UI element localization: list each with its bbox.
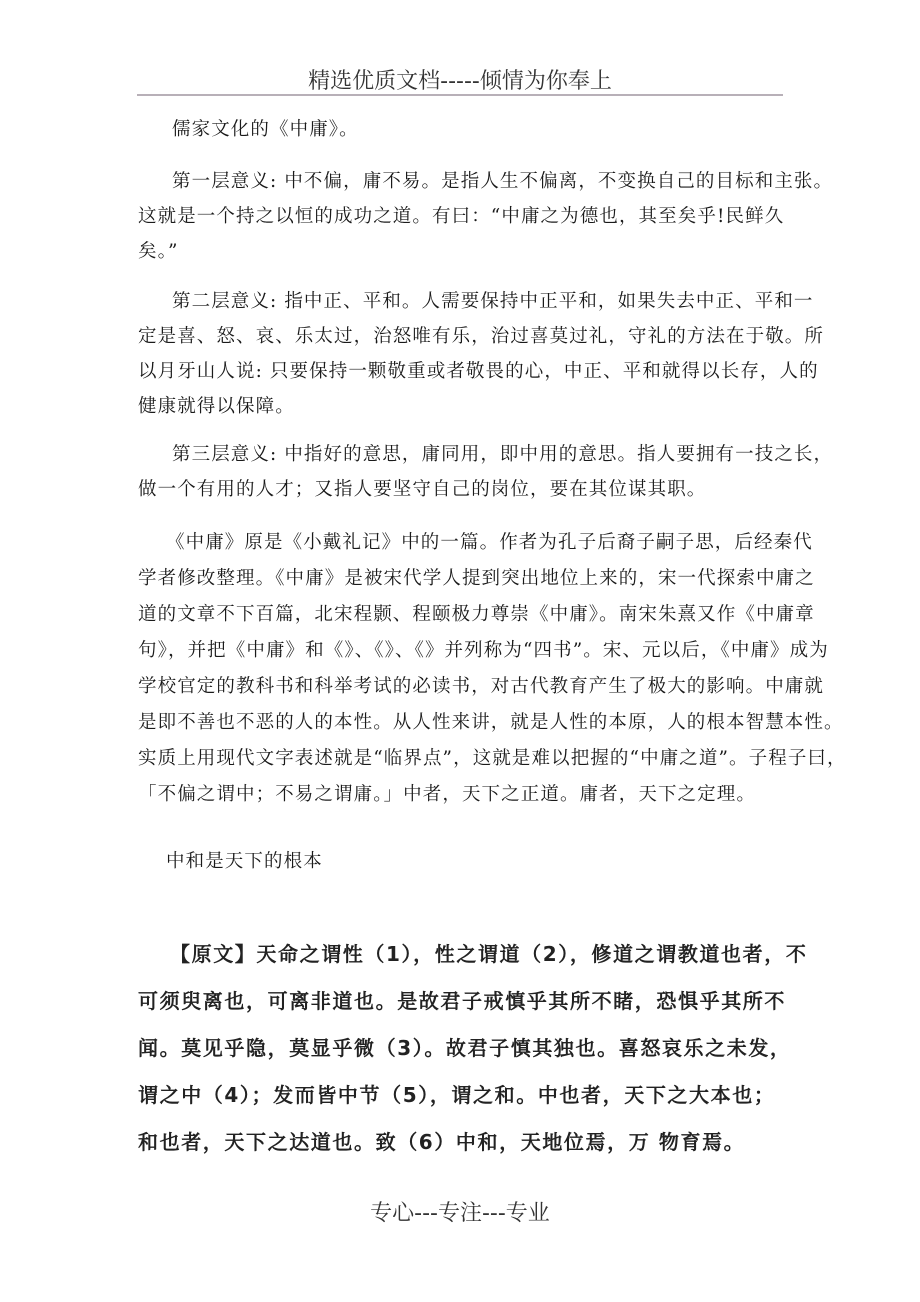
text-line: 「不偏之谓中；不易之谓庸。」中者，天下之正道。庸者，天下之定理。 xyxy=(138,784,756,805)
text-line: 这就是一个持之以恒的成功之道。有曰：“中庸之为德也，其至矣乎!民鲜久 xyxy=(138,206,785,227)
text-line: 【原文】天命之谓性（1），性之谓道（2），修道之谓教道也者，不 xyxy=(170,942,808,966)
doc-title: 儒家文化的《中庸》。 xyxy=(172,119,359,140)
text-line: 矣。” xyxy=(138,241,179,262)
text-line: 可须臾离也，可离非道也。是故君子戒慎乎其所不睹，恐惧乎其所不 xyxy=(138,989,786,1013)
page-header: 精选优质文档-----倾情为你奉上 xyxy=(308,69,612,94)
text-line: 句》，并把《中庸》和《》、《》、《》并列称为“四书”。宋、元以后，《中庸》成为 xyxy=(138,640,829,661)
text-line: 第二层意义: 指中正、平和。人需要保持中正平和，如果失去中正、平和一 xyxy=(172,291,814,312)
text-line: 《中庸》原是《小戴礼记》中的一篇。作者为孔子后裔子嗣子思，后经秦代 xyxy=(166,532,813,553)
text-line: 实质上用现代文字表述就是“临界点”，这就是难以把握的“中庸之道”。子程子曰， xyxy=(138,748,847,769)
subheading: 中和是天下的根本 xyxy=(166,851,323,872)
page-footer: 专心---专注---专业 xyxy=(370,1201,550,1226)
header-divider xyxy=(137,94,783,96)
text-line: 和也者，天下之达道也。致（6）中和，天地位焉，万 物育焉。 xyxy=(138,1130,746,1154)
text-line: 是即不善也不恶的人的本性。从人性来讲，就是人性的本原，人的根本智慧本性。 xyxy=(138,712,844,733)
text-line: 闻。莫见乎隐，莫显乎微（3）。故君子慎其独也。喜怒哀乐之未发， xyxy=(138,1036,792,1060)
text-line: 谓之中（4）；发而皆中节（5），谓之和。中也者，天下之大本也； xyxy=(138,1083,776,1107)
text-line: 定是喜、怒、哀、乐太过，治怒唯有乐，治过喜莫过礼，守礼的方法在于敬。所 xyxy=(138,326,825,347)
text-line: 以月牙山人说: 只要保持一颗敬重或者敬畏的心，中正、平和就得以长存，人的 xyxy=(138,361,819,382)
text-line: 第三层意义: 中指好的意思，庸同用，即中用的意思。指人要拥有一技之长， xyxy=(172,444,834,465)
text-line: 道的文章不下百篇，北宋程颢、程颐极力尊崇《中庸》。南宋朱熹又作《中庸章 xyxy=(138,604,815,625)
text-line: 学者修改整理。《中庸》是被宋代学人提到突出地位上来的，宋一代探索中庸之 xyxy=(138,568,815,589)
text-line: 第一层意义: 中不偏，庸不易。是指人生不偏离，不变换自己的目标和主张。 xyxy=(172,171,834,192)
text-line: 学校官定的教科书和科举考试的必读书，对古代教育产生了极大的影响。中庸就 xyxy=(138,676,825,697)
text-line: 做一个有用的人才；又指人要坚守自己的岗位，要在其位谋其职。 xyxy=(138,479,707,500)
text-line: 健康就得以保障。 xyxy=(138,396,295,417)
